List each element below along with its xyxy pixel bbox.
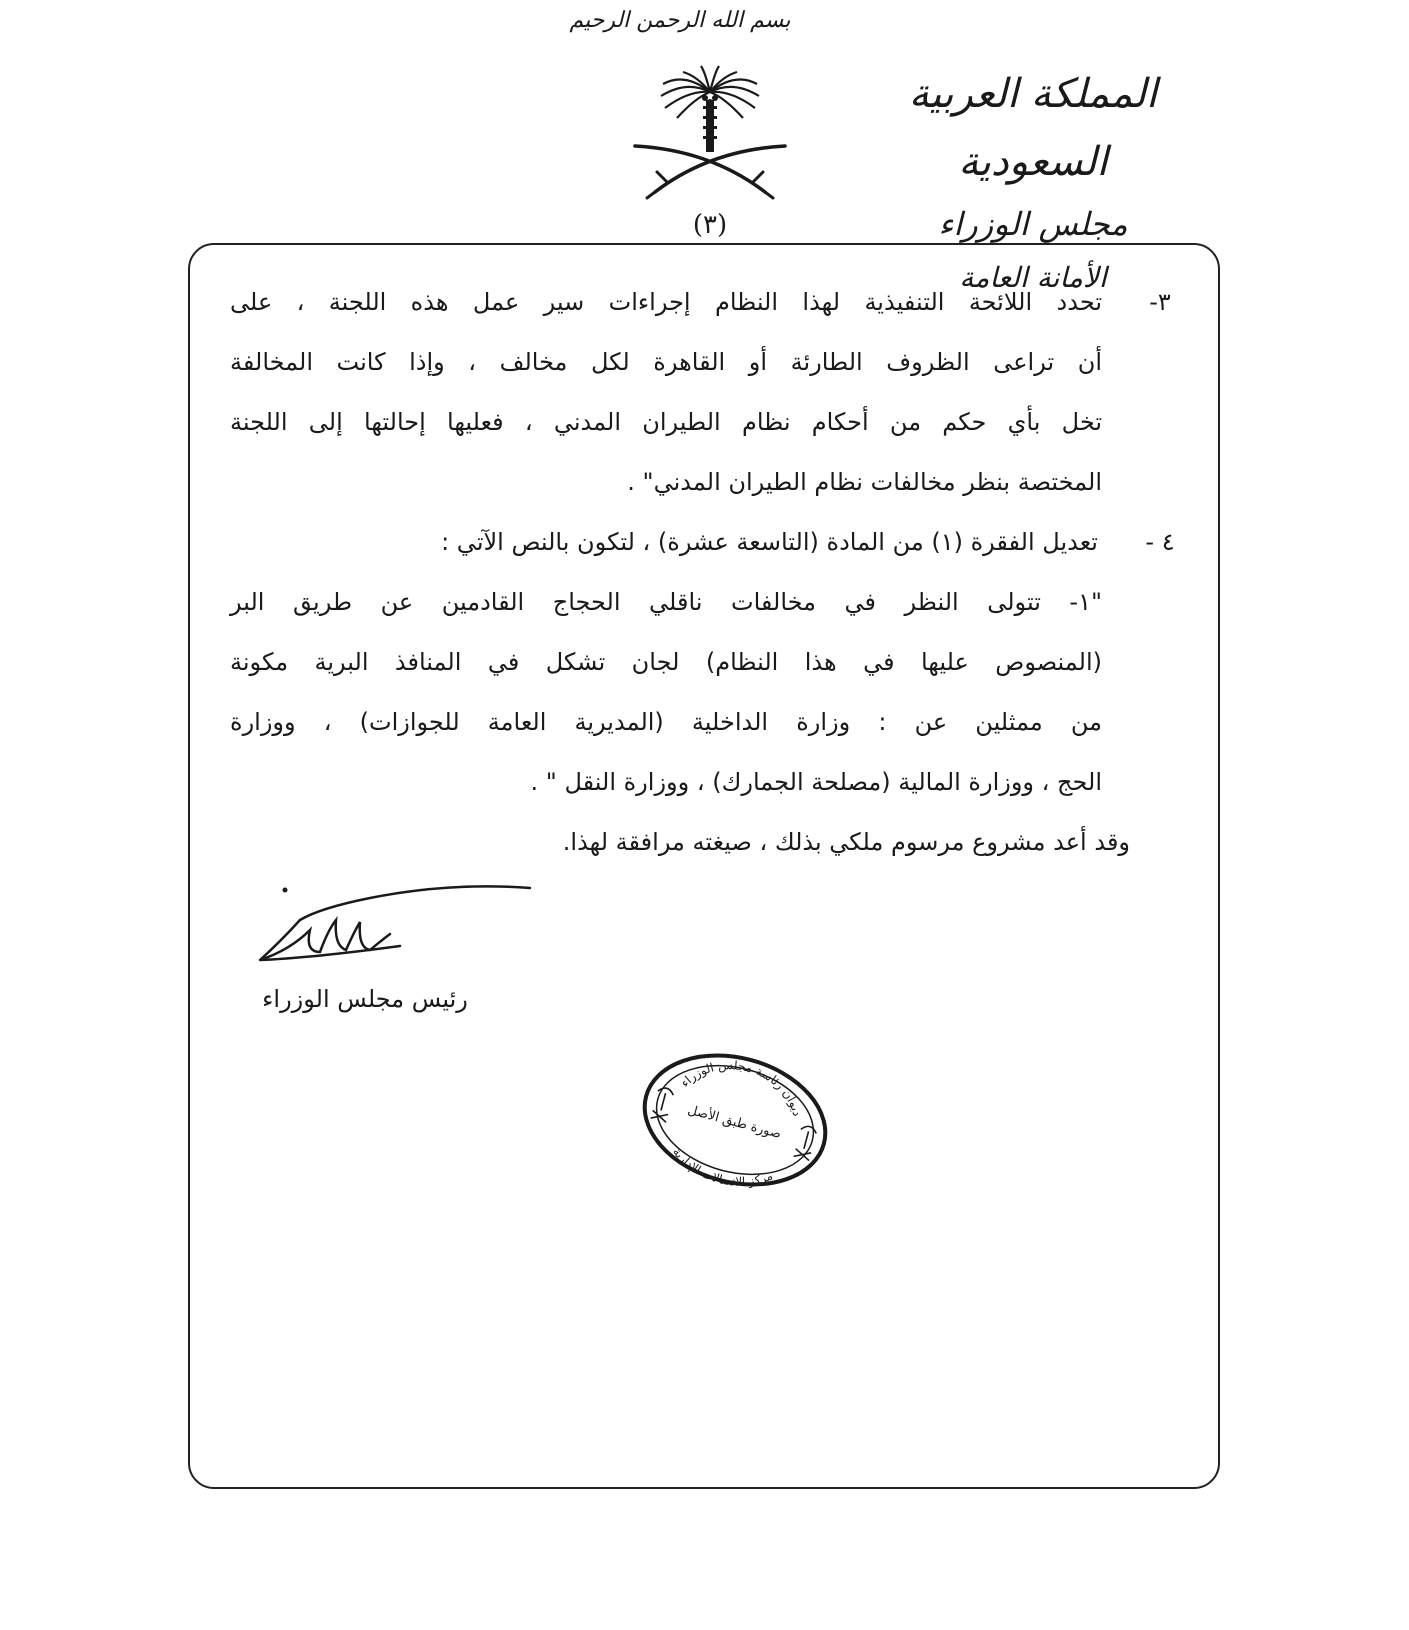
official-stamp-icon: [635, 1050, 835, 1190]
item4-text: الحج ، ووزارة المالية (مصلحة الجمارك) ، ووزارة النقل " .: [530, 768, 1102, 796]
item4-number: ٤ -: [1145, 528, 1175, 556]
item3-line-4: [230, 452, 1190, 512]
item4-line-1: [230, 512, 1190, 572]
item3-text: تحدد اللائحة التنفيذية لهذا النظام إجراءات سير عمل هذه اللجنة ، على: [230, 288, 1102, 316]
secretariat-name: الأمانة العامة: [959, 261, 1107, 294]
stamp-bottom-text: مركز الاتصالات الإدارية: [669, 1144, 775, 1189]
item4-text: تعديل الفقرة (١) من المادة (التاسعة عشرة) ، لتكون بالنص الآتي :: [441, 528, 1098, 556]
kingdom-name: المملكة العربية السعودية: [908, 71, 1158, 185]
signer-title: رئيس مجلس الوزراء: [262, 985, 468, 1013]
council-name: مجلس الوزراء: [938, 205, 1128, 243]
item3-line-3: [230, 392, 1190, 452]
item4-text: (المنصوص عليها في هذا النظام) لجان تشكل في المنافذ البرية مكونة: [230, 648, 1102, 676]
signature-mark: [250, 880, 550, 980]
page-number: (٣): [692, 210, 728, 240]
item4-line-3: [230, 632, 1190, 692]
item4-line-2: [230, 572, 1190, 632]
item3-text: تخل بأي حكم من أحكام نظام الطيران المدني ، فعليها إحالتها إلى اللجنة: [230, 408, 1102, 436]
item3-number: ٣-: [1149, 288, 1171, 316]
saudi-emblem-icon: [625, 62, 795, 212]
item3-line-1: [230, 272, 1190, 332]
stamp-top-text: ديوان رئاسة مجلس الوزراء: [677, 1057, 805, 1118]
item3-text: أن تراعى الظروف الطارئة أو القاهرة لكل مخالف ، وإذا كانت المخالفة: [230, 348, 1102, 376]
basmala: بسم الله الرحمن الرحيم: [569, 8, 791, 33]
decree-body: [230, 272, 1190, 872]
closing-text: وقد أعد مشروع مرسوم ملكي بذلك ، صيغته مرافقة لهذا.: [562, 828, 1130, 856]
stamp-middle-text: صورة طبق الأصل: [685, 1102, 783, 1143]
item4-text: من ممثلين عن : وزارة الداخلية (المديرية العامة للجوازات) ، ووزارة: [230, 708, 1102, 736]
item3-text: المختصة بنظر مخالفات نظام الطيران المدني" .: [627, 468, 1102, 496]
item4-line-5: [230, 752, 1190, 812]
svg-text:مركز الاتصالات الإدارية: [665, 1143, 778, 1190]
item4-text: "١- تتولى النظر في مخالفات ناقلي الحجاج القادمين عن طريق البر: [230, 588, 1102, 616]
item4-line-4: [230, 692, 1190, 752]
closing-line: [230, 812, 1190, 872]
item3-line-2: [230, 332, 1190, 392]
